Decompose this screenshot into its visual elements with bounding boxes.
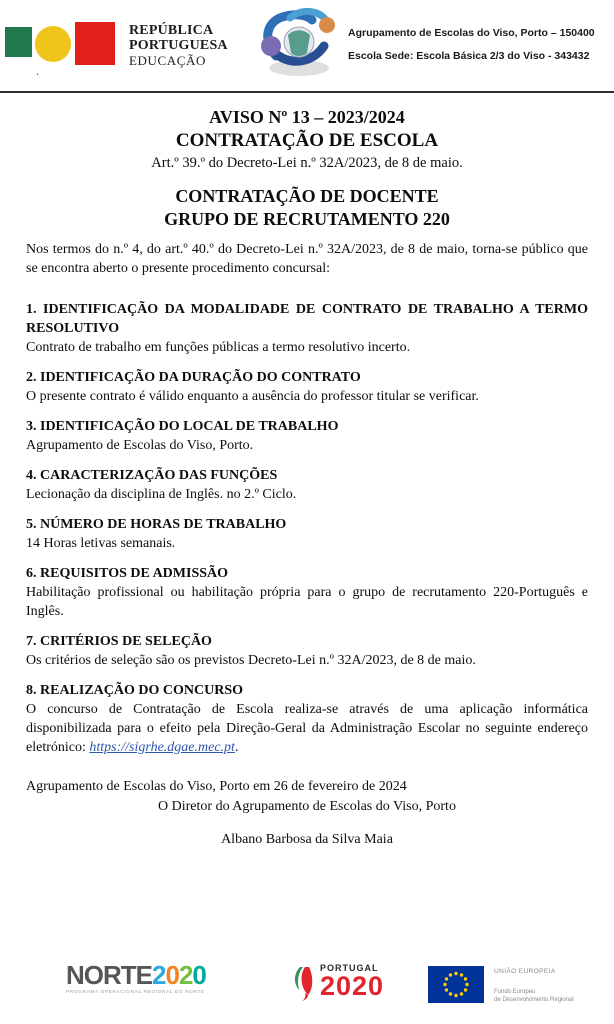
norte2020-wordmark xyxy=(66,962,206,988)
eu-title: UNIÃO EUROPEIA xyxy=(494,968,556,975)
closing-block xyxy=(26,777,588,850)
signature-name: Albano Barbosa da Silva Maia xyxy=(221,832,393,847)
norte-text: NORTE xyxy=(66,960,152,990)
norte2020-tagline: PROGRAMA OPERACIONAL REGIONAL DO NORTE xyxy=(66,990,205,995)
section-8-body xyxy=(26,700,588,757)
eu-text xyxy=(494,966,574,1008)
section-4-heading: 4. CARACTERIZAÇÃO DAS FUNÇÕES xyxy=(26,468,278,483)
eu-fund-line2: de Desenvolvimento Regional xyxy=(494,996,574,1003)
sigrhe-link[interactable]: https://sigrhe.dgae.mec.pt xyxy=(89,740,235,755)
portugal2020-logo xyxy=(292,963,384,1008)
portugal-text: PORTUGAL xyxy=(320,963,379,973)
school-info xyxy=(348,27,595,62)
section-2 xyxy=(26,368,588,406)
legal-reference: Art.º 39.º do Decreto-Lei n.º 32A/2023, de 8 de maio. xyxy=(151,155,463,171)
eu-fund-lines xyxy=(494,989,574,1004)
norte-digit-1: 2 xyxy=(152,960,166,990)
stray-period-mark: . xyxy=(36,64,39,78)
section-3 xyxy=(26,417,588,455)
notice-subtitle-1: CONTRATAÇÃO DE ESCOLA xyxy=(175,130,439,151)
flag-green-rect xyxy=(5,27,32,57)
flag-red-rect xyxy=(75,22,115,65)
section-7 xyxy=(26,632,588,670)
document-body xyxy=(0,92,614,850)
section-8-heading: 8. REALIZAÇÃO DO CONCURSO xyxy=(26,683,244,698)
section-5-body: 14 Horas letivas semanais. xyxy=(26,536,176,551)
section-8-body-period: . xyxy=(234,740,239,755)
portugal2020-text xyxy=(320,963,384,1008)
section-3-heading: 3. IDENTIFICAÇÃO DO LOCAL DE TRABALHO xyxy=(26,419,339,434)
section-6-heading: 6. REQUISITOS DE ADMISSÃO xyxy=(26,566,229,581)
document-header xyxy=(0,0,614,92)
gov-logo-line1: REPÚBLICA xyxy=(129,23,214,38)
section-7-heading: 7. CRITÉRIOS DE SELEÇÃO xyxy=(26,634,212,649)
section-1 xyxy=(26,300,588,357)
section-1-body: Contrato de trabalho em funções públicas a termo resolutivo incerto. xyxy=(26,340,411,355)
portugal2020-flag-icon xyxy=(292,963,316,1008)
norte-digit-2: 0 xyxy=(165,960,179,990)
notice-title: AVISO Nº 13 – 2023/2024 xyxy=(209,107,405,127)
portugal-year: 2020 xyxy=(320,971,385,1001)
section-3-body: Agrupamento de Escolas do Viso, Porto. xyxy=(26,438,254,453)
republica-portuguesa-logo xyxy=(5,22,228,68)
school-info-line2: Escola Sede: Escola Básica 2/3 do Viso - 343432 xyxy=(348,50,590,62)
section-1-heading: 1. IDENTIFICAÇÃO DA MODALIDADE DE CONTRATO DE TRABALHO A TERMO RESOLUTIVO xyxy=(26,302,588,336)
norte-digit-3: 2 xyxy=(178,960,193,990)
sections-list xyxy=(26,300,588,757)
section-8 xyxy=(26,681,588,757)
flag-yellow-circle xyxy=(35,26,71,62)
section-2-body: O presente contrato é válido enquanto a ausência do professor titular se verificar. xyxy=(26,389,479,404)
portuguese-flag-icon xyxy=(5,22,123,66)
norte-digit-4: 0 xyxy=(192,960,206,990)
gov-logo-text xyxy=(129,22,228,68)
closing-director-title: O Diretor do Agrupamento de Escolas do Viso, Porto xyxy=(158,799,456,814)
eu-logo xyxy=(428,966,574,1008)
school-info-line1: Agrupamento de Escolas do Viso, Porto – 150400 xyxy=(348,27,595,39)
recruitment-group: GRUPO DE RECRUTAMENTO 220 xyxy=(164,209,450,229)
notice-subtitle-2: CONTRATAÇÃO DE DOCENTE xyxy=(175,186,439,206)
norte2020-logo xyxy=(66,962,206,995)
section-6 xyxy=(26,564,588,621)
section-5 xyxy=(26,515,588,553)
eu-fund-line1: Fundo Europeu xyxy=(494,989,536,995)
eu-flag-icon xyxy=(428,966,484,1008)
section-8-body-text: O concurso de Contratação de Escola realiza-se através de uma aplicação informática disponibilizada para o efeito pela Direção-Geral da Administração Escolar no seguinte endereço eletrónico: xyxy=(26,702,588,755)
gov-logo-line3: EDUCAÇÃO xyxy=(129,53,207,68)
section-7-body: Os critérios de seleção são os previstos Decreto-Lei n.º 32A/2023, de 8 de maio. xyxy=(26,653,476,668)
section-2-heading: 2. IDENTIFICAÇÃO DA DURAÇÃO DO CONTRATO xyxy=(26,370,361,385)
school-logo-icon xyxy=(256,4,342,87)
section-6-body: Habilitação profissional ou habilitação própria para o grupo de recrutamento 220-Português e Inglês. xyxy=(26,585,588,619)
gov-logo-line2: PORTUGUESA xyxy=(129,37,228,53)
closing-place-date: Agrupamento de Escolas do Viso, Porto em 26 de fevereiro de 2024 xyxy=(26,779,407,794)
section-5-heading: 5. NÚMERO DE HORAS DE TRABALHO xyxy=(26,517,287,532)
intro-paragraph: Nos termos do n.º 4, do art.º 40.º do Decreto-Lei n.º 32A/2023, de 8 de maio, torna-se público que se encontra aberto o presente procedimento concursal: xyxy=(26,242,588,276)
section-4 xyxy=(26,466,588,504)
section-4-body: Lecionação da disciplina de Inglês. no 2.º Ciclo. xyxy=(26,487,297,502)
